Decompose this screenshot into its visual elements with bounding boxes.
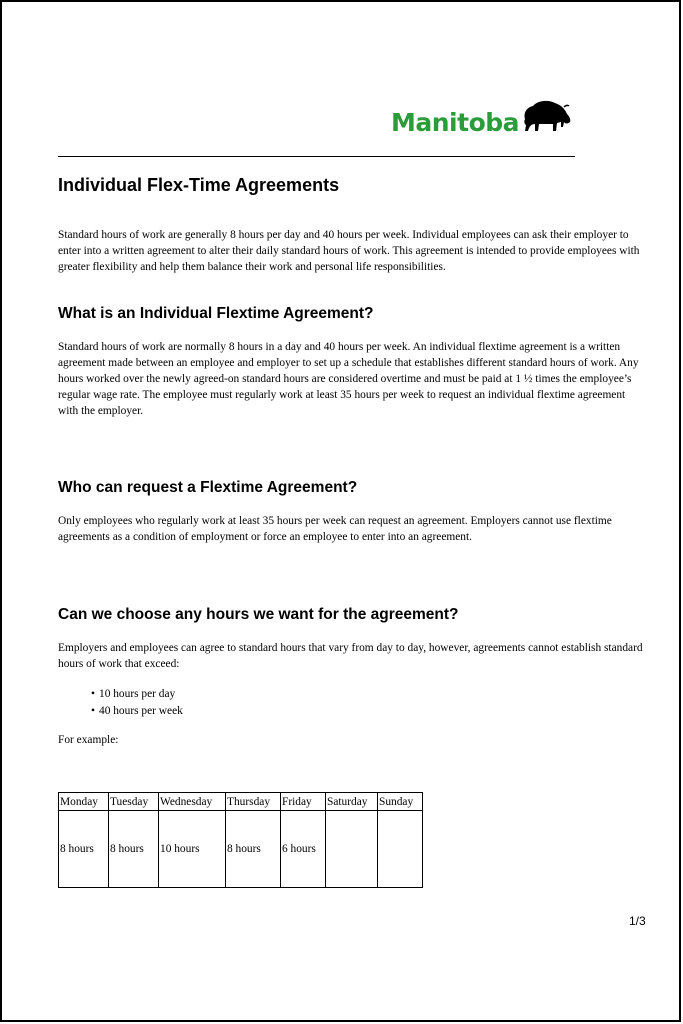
- section-body-hours: Employers and employees can agree to standard hours that vary from day to day, however, agreements cannot establish standard hours of work that exceed:: [58, 642, 643, 670]
- hours-cell-tuesday: 8 hours: [109, 811, 159, 888]
- section-body-what: Standard hours of work are normally 8 hours in a day and 40 hours per week. An individual flextime agreement is a written agreement made between an employee and employer to set up a schedule that establishes different standard hours of work. Any hours worked over the newly agreed-on standard hours are considered overtime and must be paid at 1 ½ times the employee’s regular wage rate. The employee must regularly work at least 35 hours per week to request an individual flextime agreement with the employer.: [58, 341, 639, 417]
- day-header-thursday: Thursday: [226, 793, 281, 811]
- day-header-monday: Monday: [59, 793, 109, 811]
- page-title: Individual Flex-Time Agreements: [58, 175, 340, 195]
- section-body-who: Only employees who regularly work at least 35 hours per week can request an agreement. Employers cannot use flextime agreements as a condition of employment or force an employee to enter into an agreement.: [58, 515, 612, 543]
- schedule-table: [58, 792, 423, 888]
- manitoba-logo: [391, 97, 573, 137]
- logo-wordmark: Manitoba: [391, 108, 520, 137]
- section-heading-what: What is an Individual Flextime Agreement?: [58, 305, 374, 322]
- list-item: • 40 hours per week: [91, 703, 183, 720]
- day-header-friday: Friday: [281, 793, 326, 811]
- section-heading-who: Who can request a Flextime Agreement?: [58, 479, 358, 496]
- intro-paragraph: Standard hours of work are generally 8 hours per day and 40 hours per week. Individual employees can ask their employer to enter into a written agreement to alter their daily standard hours of work. This agreement is intended to provide employees with greater flexibility and help them balance their work and personal life responsibilities.: [58, 229, 640, 273]
- day-header-saturday: Saturday: [326, 793, 378, 811]
- hours-cell-saturday: [326, 811, 378, 888]
- hours-cell-wednesday: 10 hours: [159, 811, 226, 888]
- limits-list: [91, 686, 183, 719]
- day-header-sunday: Sunday: [378, 793, 423, 811]
- hours-cell-sunday: [378, 811, 423, 888]
- day-header-wednesday: Wednesday: [159, 793, 226, 811]
- table-row: [59, 811, 423, 888]
- list-item: • 10 hours per day: [91, 686, 183, 703]
- header-divider: [58, 156, 575, 157]
- day-header-tuesday: Tuesday: [109, 793, 159, 811]
- bison-icon: [521, 97, 573, 137]
- hours-cell-friday: 6 hours: [281, 811, 326, 888]
- hours-cell-thursday: 8 hours: [226, 811, 281, 888]
- section-heading-hours: Can we choose any hours we want for the agreement?: [58, 606, 459, 623]
- page-number: 1/3: [629, 914, 646, 928]
- table-header-row: [59, 793, 423, 811]
- hours-cell-monday: 8 hours: [59, 811, 109, 888]
- example-label: For example:: [58, 734, 119, 746]
